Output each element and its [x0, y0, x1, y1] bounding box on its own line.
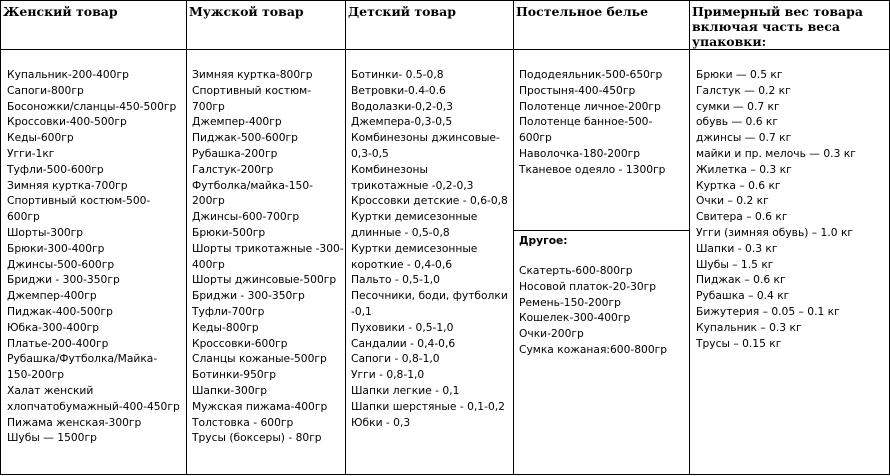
men-item: Кроссовки-600гр: [192, 336, 288, 350]
header-row: [1, 1, 890, 50]
bedding-header: Постельное белье: [514, 1, 690, 50]
approx-weight-item: Свитера – 0.6 кг: [696, 210, 788, 224]
bedding-list: [519, 67, 689, 178]
kids-item: Песочники, боди, футболки -0,1: [351, 289, 508, 318]
women-item: Кеды-600гр: [7, 131, 74, 145]
women-item: Шорты-300гр: [7, 225, 84, 239]
approx-weight-header: Примерный вес товара включая часть веса упаковки:: [690, 1, 890, 50]
kids-item: Комбинезоны трикотажные -0,2-0,3: [351, 162, 474, 192]
approx-weight-item: Очки – 0.2 кг: [696, 194, 769, 208]
approx-weight-item: Жилетка – 0.3 кг: [696, 162, 792, 176]
kids-item: Шапки легкие - 0,1: [351, 383, 460, 397]
women-item: Угги-1кг: [7, 146, 55, 160]
men-item: Брюки-500гр: [192, 225, 266, 239]
women-item: Юбка-300-400гр: [7, 320, 100, 334]
women-item: Пижама женская-300гр: [7, 415, 142, 429]
women-item: Купальник-200-400гр: [7, 68, 129, 81]
approx-weight-item: Рубашка – 0.4 кг: [696, 289, 790, 303]
men-item: Пиджак-500-600гр: [192, 131, 298, 145]
bedding-item: Тканевое одеяло - 1300гр: [519, 162, 666, 176]
approx-weight-list: [696, 67, 889, 351]
bedding-item: Наволочка-180-200гр: [519, 146, 641, 160]
men-item: Спортивный костюм- 700гр: [192, 83, 312, 113]
approx-weight-item: Угги (зимняя обувь) – 1.0 кг: [696, 225, 854, 239]
women-item: Бриджи - 300-350гр: [7, 273, 120, 287]
men-item: Шорты трикотажные -300- 400гр: [192, 241, 344, 271]
men-item: Трусы (боксеры) - 80гр: [192, 431, 322, 445]
kids-list: [351, 67, 513, 430]
men-item: Бриджи - 300-350гр: [192, 289, 305, 303]
kids-header: Детский товар: [346, 1, 514, 50]
approx-weight-item: Шубы – 1.5 кг: [696, 257, 774, 271]
men-item: Галстук-200гр: [192, 162, 274, 176]
bedding-item: Пододеяльник-500-650гр: [519, 68, 663, 81]
men-item: Футболка/майка-150- 200гр: [192, 178, 313, 208]
men-item: Ботинки-950гр: [192, 368, 277, 382]
bedding-cell: [514, 50, 690, 231]
women-item: Платье-200-400гр: [7, 336, 109, 350]
men-item: Сланцы кожаные-500гр: [192, 352, 327, 366]
other-item: Скатерть-600-800гр: [519, 264, 633, 277]
women-item: Босоножки/сланцы-450-500гр: [7, 99, 177, 113]
kids-item: Сандалии - 0,4-0,6: [351, 336, 456, 350]
other-item: Ремень-150-200гр: [519, 295, 621, 309]
men-item: Джемпер-400гр: [192, 115, 282, 129]
men-item: Толстовка - 600гр: [192, 415, 294, 429]
women-header: Женский товар: [1, 1, 187, 50]
other-header: Другое:: [519, 234, 568, 247]
approx-weight-item: Брюки — 0.5 кг: [696, 68, 783, 81]
women-item: Джемпер-400гр: [7, 289, 97, 303]
approx-weight-item: Трусы – 0.15 кг: [696, 336, 782, 350]
kids-item: Ветровки-0.4-0.6: [351, 83, 446, 97]
kids-item: Пуховики - 0,5-1,0: [351, 320, 454, 334]
kids-item: Юбки - 0,3: [351, 415, 411, 429]
women-item: Шубы — 1500гр: [7, 431, 97, 445]
kids-item: Водолазки-0,2-0,3: [351, 99, 453, 113]
kids-item: Кроссовки детские - 0,6-0,8: [351, 194, 508, 208]
men-item: Зимняя куртка-800гр: [192, 68, 313, 81]
women-item: Халат женский хлопчатобумажный-400-450гр: [7, 383, 180, 413]
kids-cell: [346, 50, 514, 475]
women-list: [7, 67, 186, 446]
women-item: Пиджак-400-500гр: [7, 304, 113, 318]
approx-weight-item: сумки — 0.7 кг: [696, 99, 780, 113]
approx-weight-item: Галстук — 0.2 кг: [696, 83, 791, 97]
women-cell: [1, 50, 187, 475]
other-item: Сумка кожаная:600-800гр: [519, 342, 668, 356]
kids-item: Куртки демисезонные длинные - 0,5-0,8: [351, 210, 478, 239]
men-item: Шорты джинсовые-500гр: [192, 273, 337, 287]
women-item: Сапоги-800гр: [7, 83, 84, 97]
approx-weight-item: Куртка – 0.6 кг: [696, 178, 781, 192]
approx-weight-item: Купальник – 0.3 кг: [696, 320, 802, 334]
kids-item: Джемпера-0,3-0,5: [351, 115, 453, 129]
women-item: Рубашка/Футболка/Майка- 150-200гр: [7, 352, 158, 382]
kids-item: Угги - 0,8-1,0: [351, 368, 425, 382]
women-item: Туфли-500-600гр: [7, 162, 104, 176]
bedding-item: Полотенце банное-500- 600гр: [519, 115, 653, 145]
approx-weight-cell: [690, 50, 890, 475]
other-item: Очки-200гр: [519, 327, 584, 341]
men-item: Шапки-300гр: [192, 383, 268, 397]
bedding-item: Полотенце личное-200гр: [519, 99, 661, 113]
men-item: Мужская пижама-400гр: [192, 399, 328, 413]
men-header: Мужской товар: [187, 1, 346, 50]
women-item: Брюки-300-400гр: [7, 241, 105, 255]
approx-weight-item: Пиджак – 0.6 кг: [696, 273, 786, 287]
men-item: Рубашка-200гр: [192, 146, 278, 160]
women-item: Спортивный костюм-500- 600гр: [7, 194, 151, 224]
men-list: [192, 67, 345, 446]
kids-item: Куртки демисезонные короткие - 0,4-0,6: [351, 241, 478, 271]
kids-item: Комбинезоны джинсовые- 0,3-0,5: [351, 131, 500, 160]
other-cell: [514, 231, 690, 475]
men-item: Кеды-800гр: [192, 320, 259, 334]
kids-item: Сапоги - 0,8-1,0: [351, 352, 440, 366]
approx-weight-item: майки и пр. мелочь — 0.3 кг: [696, 146, 856, 160]
approx-weight-item: Бижутерия – 0.05 – 0.1 кг: [696, 304, 840, 318]
approx-weight-item: джинсы — 0.7 кг: [696, 131, 792, 145]
women-item: Кроссовки-400-500гр: [7, 115, 127, 129]
kids-item: Ботинки- 0.5-0,8: [351, 68, 444, 81]
men-cell: [187, 50, 346, 475]
approx-weight-item: Шапки - 0.3 кг: [696, 241, 778, 255]
other-item: Кошелек-300-400гр: [519, 311, 631, 325]
bedding-item: Простыня-400-450гр: [519, 83, 636, 97]
women-item: Зимняя куртка-700гр: [7, 178, 128, 192]
other-list: [519, 263, 689, 358]
kids-item: Шапки шерстяные - 0,1-0,2: [351, 399, 505, 413]
women-item: Джинсы-500-600гр: [7, 257, 115, 271]
men-item: Туфли-700гр: [192, 304, 265, 318]
content-row-top: [1, 50, 890, 231]
men-item: Джинсы-600-700гр: [192, 210, 300, 224]
approx-weight-item: обувь — 0.6 кг: [696, 115, 778, 129]
kids-item: Пальто - 0,5-1,0: [351, 273, 440, 287]
other-item: Носовой платок-20-30гр: [519, 279, 657, 293]
